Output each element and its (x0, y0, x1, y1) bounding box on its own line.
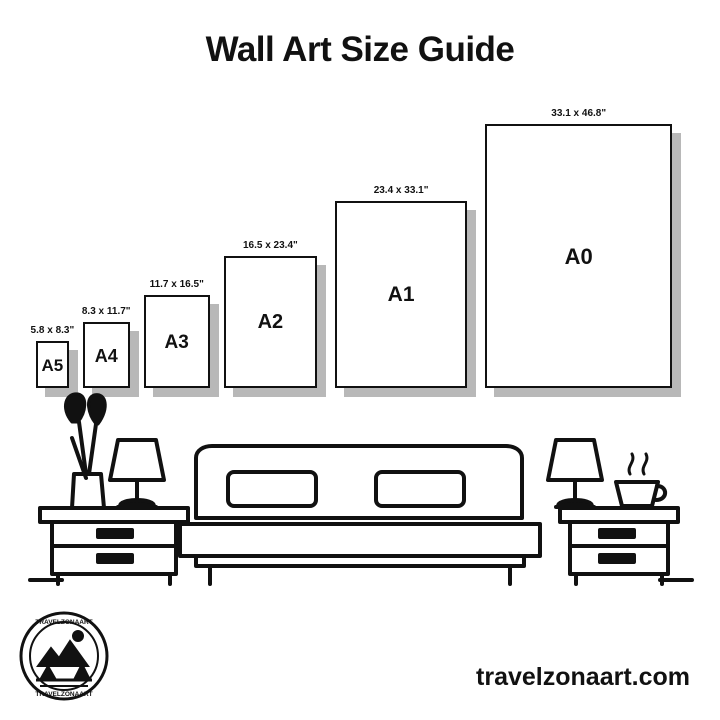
brand-url: travelzonaart.com (476, 663, 690, 691)
frame-a1 (335, 105, 467, 388)
logo-text-top: TRAVELZONAART (35, 619, 93, 626)
frame-dimensions-label: 23.4 x 33.1" (373, 184, 429, 196)
left-nightstand (40, 508, 188, 584)
frame-size-label: A3 (164, 331, 189, 353)
page-title: Wall Art Size Guide (205, 30, 515, 69)
bedroom-svg (0, 378, 720, 608)
right-nightstand (560, 508, 678, 584)
frame-dimensions-label: 16.5 x 23.4" (242, 239, 298, 251)
frame-size-label: A4 (94, 345, 118, 366)
right-table-lamp (548, 440, 602, 507)
frame-size-label: A1 (387, 283, 415, 307)
logo-text-bottom: TRAVELZONAART (35, 691, 93, 698)
bed-with-headboard (180, 446, 540, 584)
frame-size-label: A5 (41, 356, 64, 375)
vase-with-flowers (65, 394, 105, 508)
mountain-pine-badge-icon (18, 610, 110, 702)
brand-logo (18, 610, 110, 702)
frame-a2 (224, 105, 317, 388)
frame-dimensions-label: 11.7 x 16.5" (149, 278, 204, 290)
left-table-lamp (110, 440, 164, 507)
coffee-cup (616, 454, 665, 506)
frame-size-label: A0 (564, 244, 593, 270)
frame-dimensions-label: 33.1 x 46.8" (551, 107, 607, 119)
frame-box-a2 (224, 256, 317, 388)
frame-box-a1 (335, 201, 467, 388)
frame-dimensions-label: 8.3 x 11.7" (81, 305, 131, 317)
size-comparison-chart (0, 105, 720, 405)
frame-a4 (83, 105, 130, 388)
frame-box-a3 (144, 295, 210, 388)
bedroom-illustration (0, 378, 720, 608)
frame-a3 (144, 105, 210, 388)
frame-dimensions-label: 5.8 x 8.3" (30, 325, 75, 337)
frame-a5 (30, 105, 75, 388)
frame-box-a0 (485, 124, 672, 388)
frame-a0 (485, 105, 672, 388)
frame-size-label: A2 (257, 311, 284, 334)
